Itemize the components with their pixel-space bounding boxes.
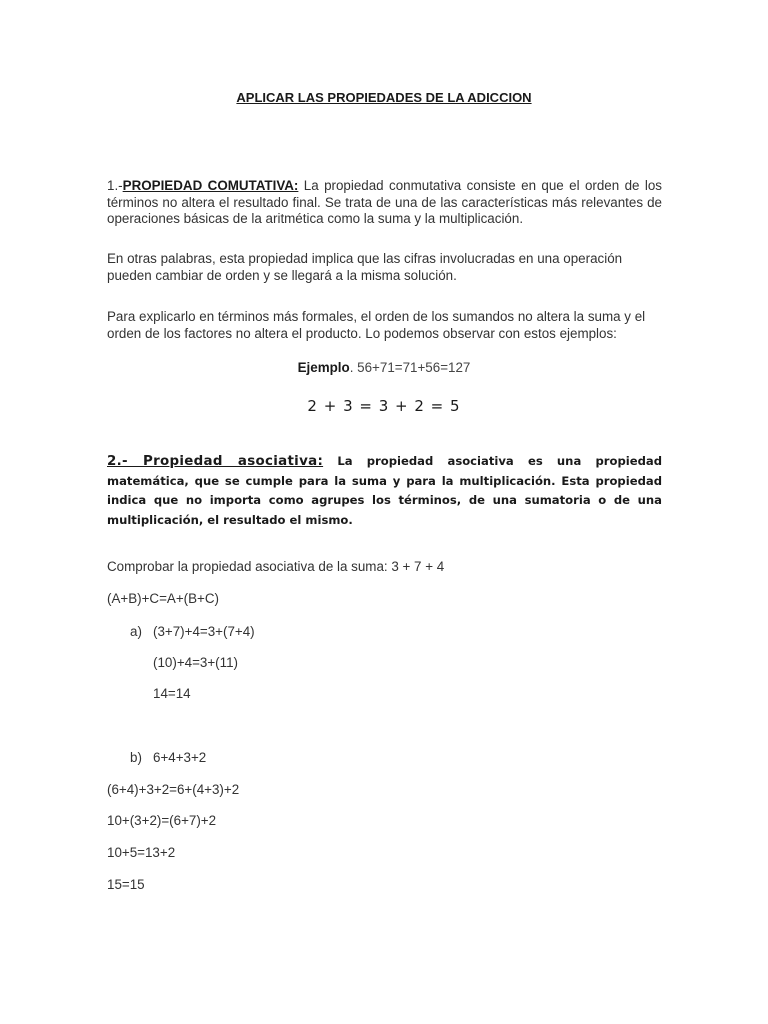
item-a-step-1: (3+7)+4=3+(7+4) [153, 624, 255, 639]
formula-line: (A+B)+C=A+(B+C) [107, 591, 220, 606]
item-b-step-3: 10+(3+2)=(6+7)+2 [107, 813, 217, 828]
item-b-step-5: 15=15 [107, 877, 145, 892]
document-title: APLICAR LAS PROPIEDADES DE LA ADICCION [236, 90, 532, 105]
example-label: Ejemplo [297, 360, 350, 375]
example-line [0, 360, 768, 375]
section1-number: 1.- [107, 178, 123, 193]
commutative-paragraph [107, 178, 662, 228]
section2-heading: 2.- Propiedad asociativa: [107, 454, 324, 469]
item-b-step-2: (6+4)+3+2=6+(4+3)+2 [107, 782, 240, 797]
item-b-step-1: 6+4+3+2 [153, 750, 207, 765]
section1-text: La propiedad conmutativa consiste en que el orden de los términos no altera el resultado final. Se trata de una de las características más relevantes de operaciones básicas de la aritmética como la suma y la multiplicación. [107, 178, 662, 226]
section2-text: La propiedad asociativa es una propiedad matemática, que se cumple para la suma y para la multiplicación. Esta propiedad indica que no importa como agrupes los términos, de una sumatoria o de una multiplicación, el resultado el mismo. [107, 454, 663, 527]
item-a-step-3: 14=14 [153, 686, 191, 701]
check-line: Comprobar la propiedad asociativa de la suma: 3 + 7 + 4 [107, 559, 445, 574]
associative-paragraph [107, 452, 662, 530]
example-equation: 2 + 3 = 3 + 2 = 5 [307, 397, 461, 415]
commutative-paragraph-3: Para explicarlo en términos más formales, el orden de los sumandos no altera la suma y el orden de los factores no altera el producto. Lo podemos observar con estos ejemplos: [107, 309, 646, 341]
commutative-paragraph-2: En otras palabras, esta propiedad implica que las cifras involucradas en una operación pueden cambiar de orden y se llegará a la misma solución. [107, 251, 623, 283]
section1-heading: PROPIEDAD COMUTATIVA: [122, 178, 299, 193]
item-b-label: b) [130, 750, 142, 765]
item-a-step-2: (10)+4=3+(11) [153, 655, 238, 670]
example-text: . 56+71=71+56=127 [349, 360, 471, 375]
item-a-label: a) [130, 624, 142, 639]
item-b-step-4: 10+5=13+2 [107, 845, 176, 860]
